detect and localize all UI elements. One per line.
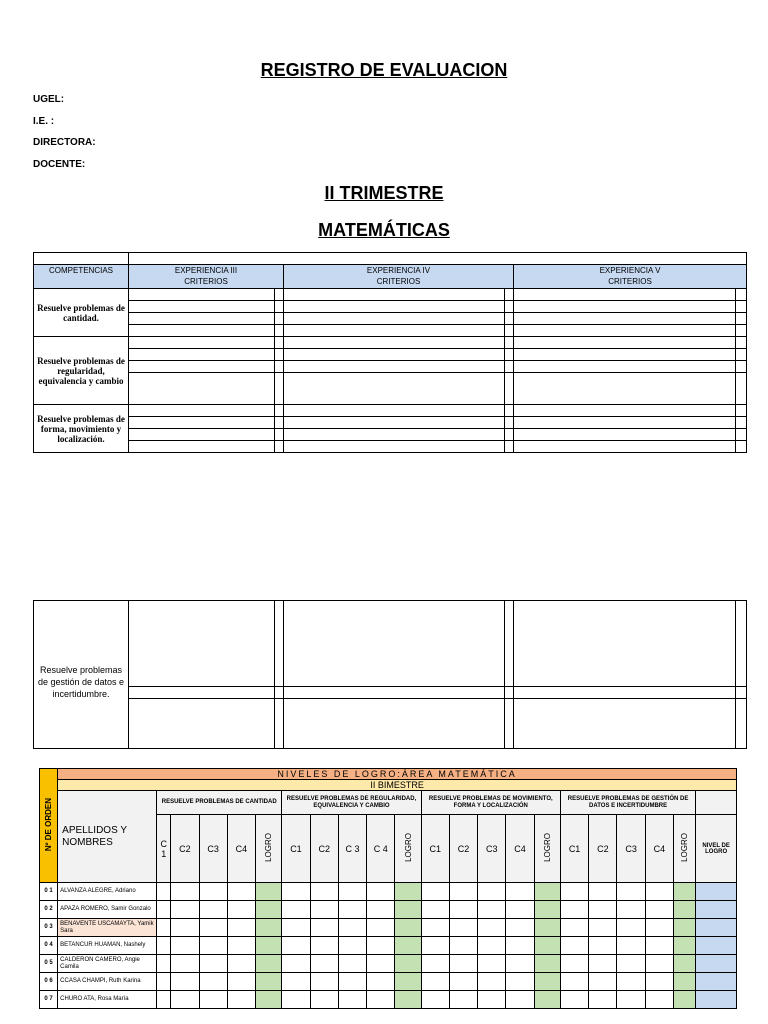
trimestre-title: II TRIMESTRE [324, 183, 444, 203]
grade-cell[interactable] [199, 901, 227, 919]
student-number: 0 5 [40, 955, 58, 973]
grade-cell[interactable] [367, 901, 395, 919]
grade-cell[interactable] [199, 937, 227, 955]
competencias-header: COMPETENCIAS [34, 265, 129, 289]
student-number: 0 4 [40, 937, 58, 955]
logro-cell[interactable] [256, 919, 282, 937]
competencia-gestion-header: RESUELVE PROBLEMAS DE GESTIÓN DE DATOS E INCERTIDUMBRE [560, 791, 695, 815]
c3-gestion: C3 [617, 815, 645, 883]
grade-cell[interactable] [506, 973, 534, 991]
grade-cell[interactable] [367, 919, 395, 937]
grade-cell[interactable] [449, 883, 477, 901]
grade-cell[interactable] [560, 991, 588, 1009]
logro-cell[interactable] [395, 991, 421, 1009]
c1-gestion: C1 [560, 815, 588, 883]
grade-cell[interactable] [449, 937, 477, 955]
grade-cell[interactable] [589, 937, 617, 955]
grade-cell[interactable] [421, 955, 449, 973]
grade-cell[interactable] [338, 919, 366, 937]
grade-cell[interactable] [157, 919, 171, 937]
logro-cell[interactable] [534, 955, 560, 973]
logro-cell[interactable] [534, 901, 560, 919]
grade-cell[interactable] [617, 991, 645, 1009]
grade-cell[interactable] [310, 919, 338, 937]
grade-cell[interactable] [367, 937, 395, 955]
grade-cell[interactable] [171, 937, 199, 955]
table-row [40, 883, 737, 901]
grade-cell[interactable] [449, 973, 477, 991]
c3-movimiento: C3 [478, 815, 506, 883]
grade-cell[interactable] [560, 901, 588, 919]
grade-cell[interactable] [478, 883, 506, 901]
nivel-logro-cell[interactable] [696, 973, 737, 991]
grade-cell[interactable] [227, 901, 255, 919]
grade-cell[interactable] [560, 937, 588, 955]
grade-cell[interactable] [171, 901, 199, 919]
grade-cell[interactable] [645, 901, 673, 919]
nivel-logro-cell[interactable] [696, 919, 737, 937]
competencia-movimiento-header: RESUELVE PROBLEMAS DE MOVIMIENTO, FORMA Y LOCALIZACIÓN [421, 791, 560, 815]
competencia-gestion-table [33, 600, 747, 749]
table-row [40, 955, 737, 973]
grade-cell[interactable] [421, 991, 449, 1009]
grade-cell[interactable] [449, 901, 477, 919]
competencia-cantidad: Resuelve problemas de cantidad. [34, 289, 129, 337]
grade-cell[interactable] [645, 991, 673, 1009]
logro-cell[interactable] [674, 973, 696, 991]
competencia-regularidad-header: RESUELVE PROBLEMAS DE REGULARIDAD, EQUIVALENCIA Y CAMBIO [282, 791, 421, 815]
student-name: CHURO ATA, Rosa María [58, 991, 157, 1009]
grade-cell[interactable] [478, 937, 506, 955]
grade-cell[interactable] [560, 955, 588, 973]
grade-cell[interactable] [199, 973, 227, 991]
grade-cell[interactable] [645, 883, 673, 901]
grade-cell[interactable] [157, 973, 171, 991]
grade-cell[interactable] [506, 991, 534, 1009]
grade-cell[interactable] [421, 973, 449, 991]
grade-cell[interactable] [157, 883, 171, 901]
grade-cell[interactable] [506, 937, 534, 955]
logro-cell[interactable] [395, 955, 421, 973]
grade-cell[interactable] [310, 937, 338, 955]
grade-cell[interactable] [282, 919, 310, 937]
grade-cell[interactable] [560, 883, 588, 901]
grade-cell[interactable] [227, 919, 255, 937]
grade-cell[interactable] [338, 937, 366, 955]
logro-cell[interactable] [674, 991, 696, 1009]
grade-cell[interactable] [589, 973, 617, 991]
grade-cell[interactable] [478, 973, 506, 991]
student-number: 0 1 [40, 883, 58, 901]
c1-regularidad: C1 [282, 815, 310, 883]
c1-cantidad: C 1 [157, 815, 171, 883]
grade-cell[interactable] [617, 973, 645, 991]
grade-cell[interactable] [199, 883, 227, 901]
grade-cell[interactable] [560, 973, 588, 991]
c4-gestion: C4 [645, 815, 673, 883]
logro-cell[interactable] [674, 901, 696, 919]
grade-cell[interactable] [199, 955, 227, 973]
docente-field: DOCENTE: [33, 159, 86, 170]
grade-cell[interactable] [421, 919, 449, 937]
student-number: 0 2 [40, 901, 58, 919]
grade-cell[interactable] [227, 883, 255, 901]
grade-cell[interactable] [282, 901, 310, 919]
experiencia-iv-header: EXPERIENCIA IV CRITERIOS [284, 265, 514, 289]
grade-cell[interactable] [227, 991, 255, 1009]
logro-cell[interactable] [256, 901, 282, 919]
table-row [40, 937, 737, 955]
grade-cell[interactable] [449, 955, 477, 973]
grade-cell[interactable] [478, 919, 506, 937]
logro-cell[interactable] [674, 955, 696, 973]
grade-cell[interactable] [449, 991, 477, 1009]
grade-cell[interactable] [282, 973, 310, 991]
student-number: 0 3 [40, 919, 58, 937]
logro-cell[interactable] [256, 883, 282, 901]
grade-cell[interactable] [157, 955, 171, 973]
grade-cell[interactable] [589, 919, 617, 937]
logro-cell[interactable] [395, 973, 421, 991]
logro-cantidad: LOGRO [256, 815, 282, 883]
grade-cell[interactable] [506, 901, 534, 919]
logro-cell[interactable] [256, 991, 282, 1009]
student-name: CALDERON CAMERO, Angie Camila [58, 955, 157, 973]
grade-cell[interactable] [171, 973, 199, 991]
logro-cell[interactable] [534, 919, 560, 937]
student-name: BENAVENTE USCAMAYTA, Yamik Sara [58, 919, 157, 937]
ie-field: I.E. : [33, 116, 55, 127]
grade-cell[interactable] [617, 937, 645, 955]
grade-cell[interactable] [421, 901, 449, 919]
grade-cell[interactable] [506, 955, 534, 973]
grade-cell[interactable] [478, 901, 506, 919]
c2-gestion: C2 [589, 815, 617, 883]
area-title: MATEMÁTICAS [318, 220, 450, 240]
logro-gestion: LOGRO [674, 815, 696, 883]
grade-cell[interactable] [421, 937, 449, 955]
student-name: ALVANZA ALEGRE, Adriano [58, 883, 157, 901]
table-row [40, 991, 737, 1009]
directora-field: DIRECTORA: [33, 137, 96, 148]
grade-cell[interactable] [282, 991, 310, 1009]
logro-movimiento: LOGRO [534, 815, 560, 883]
experiencia-iii-header: EXPERIENCIA III CRITERIOS [129, 265, 284, 289]
student-number: 0 6 [40, 973, 58, 991]
nivel-logro-cell[interactable] [696, 955, 737, 973]
grade-cell[interactable] [367, 955, 395, 973]
grade-cell[interactable] [506, 883, 534, 901]
document-title: REGISTRO DE EVALUACION [260, 60, 508, 80]
apellidos-header: APELLIDOS Y NOMBRES [58, 791, 157, 883]
grade-cell[interactable] [645, 955, 673, 973]
logro-regularidad: LOGRO [395, 815, 421, 883]
grade-cell[interactable] [282, 937, 310, 955]
competencia-cantidad-header: RESUELVE PROBLEMAS DE CANTIDAD [157, 791, 282, 815]
grade-cell[interactable] [282, 883, 310, 901]
c2-regularidad: C2 [310, 815, 338, 883]
grade-cell[interactable] [589, 901, 617, 919]
nivel-logro-cell[interactable] [696, 937, 737, 955]
niveles-logro-table [39, 768, 737, 1009]
grade-cell[interactable] [589, 991, 617, 1009]
grade-cell[interactable] [282, 955, 310, 973]
grade-cell[interactable] [478, 955, 506, 973]
grade-cell[interactable] [506, 919, 534, 937]
grade-cell[interactable] [617, 919, 645, 937]
grade-cell[interactable] [338, 883, 366, 901]
grade-cell[interactable] [617, 955, 645, 973]
table-row [40, 901, 737, 919]
logro-cell[interactable] [395, 937, 421, 955]
logro-cell[interactable] [674, 919, 696, 937]
grade-cell[interactable] [227, 973, 255, 991]
grade-cell[interactable] [199, 919, 227, 937]
grade-cell[interactable] [367, 991, 395, 1009]
grade-cell[interactable] [171, 883, 199, 901]
c2-cantidad: C2 [171, 815, 199, 883]
grade-cell[interactable] [645, 937, 673, 955]
bimestre-header: II BIMESTRE [58, 780, 737, 791]
grade-cell[interactable] [617, 883, 645, 901]
orden-header: Nº DE ORDEN [40, 769, 58, 883]
grade-cell[interactable] [589, 955, 617, 973]
grade-cell[interactable] [171, 991, 199, 1009]
competencia-forma: Resuelve problemas de forma, movimiento y localización. [34, 405, 129, 453]
logro-cell[interactable] [534, 973, 560, 991]
grade-cell[interactable] [310, 973, 338, 991]
grade-cell[interactable] [157, 991, 171, 1009]
grade-cell[interactable] [338, 991, 366, 1009]
grade-cell[interactable] [171, 955, 199, 973]
grade-cell[interactable] [367, 973, 395, 991]
grade-cell[interactable] [645, 973, 673, 991]
logro-cell[interactable] [256, 973, 282, 991]
logro-cell[interactable] [395, 883, 421, 901]
grade-cell[interactable] [227, 937, 255, 955]
student-name: CCASA CHAMPI, Ruth Karina [58, 973, 157, 991]
grade-cell[interactable] [338, 955, 366, 973]
grade-cell[interactable] [338, 901, 366, 919]
grade-cell[interactable] [478, 991, 506, 1009]
logro-cell[interactable] [674, 883, 696, 901]
competencia-regularidad: Resuelve problemas de regularidad, equivalencia y cambio [34, 337, 129, 405]
logro-cell[interactable] [534, 883, 560, 901]
grade-cell[interactable] [310, 955, 338, 973]
logro-cell[interactable] [534, 991, 560, 1009]
experiencia-v-header: EXPERIENCIA V CRITERIOS [514, 265, 747, 289]
grade-cell[interactable] [310, 991, 338, 1009]
logro-cell[interactable] [256, 955, 282, 973]
c3-regularidad: C 3 [338, 815, 366, 883]
grade-cell[interactable] [560, 919, 588, 937]
grade-cell[interactable] [227, 955, 255, 973]
c3-cantidad: C3 [199, 815, 227, 883]
logro-cell[interactable] [395, 919, 421, 937]
logro-cell[interactable] [395, 901, 421, 919]
c2-movimiento: C2 [449, 815, 477, 883]
nivel-logro-cell[interactable] [696, 991, 737, 1009]
grade-cell[interactable] [171, 919, 199, 937]
grade-cell[interactable] [310, 883, 338, 901]
grade-cell[interactable] [367, 883, 395, 901]
table-row [40, 919, 737, 937]
grade-cell[interactable] [157, 937, 171, 955]
student-name: APAZA ROMERO, Samir Gonzalo [58, 901, 157, 919]
student-name: BETANCUR HUAMAN, Nashely [58, 937, 157, 955]
c4-movimiento: C4 [506, 815, 534, 883]
grade-cell[interactable] [645, 919, 673, 937]
competencias-table [33, 252, 747, 453]
grade-cell[interactable] [617, 901, 645, 919]
grade-cell[interactable] [310, 901, 338, 919]
logro-cell[interactable] [534, 937, 560, 955]
nivel-logro-cell[interactable] [696, 883, 737, 901]
ugel-field: UGEL: [33, 94, 65, 105]
grade-cell[interactable] [421, 883, 449, 901]
niveles-title: NIVELES DE LOGRO:ÁREA MATEMÁTICA [58, 769, 737, 780]
student-number: 0 7 [40, 991, 58, 1009]
logro-cell[interactable] [256, 937, 282, 955]
c1-movimiento: C1 [421, 815, 449, 883]
c4-regularidad: C 4 [367, 815, 395, 883]
grade-cell[interactable] [449, 919, 477, 937]
table-row [40, 973, 737, 991]
nivel-logro-cell[interactable] [696, 901, 737, 919]
logro-cell[interactable] [674, 937, 696, 955]
nivel-logro-header: NIVEL DE LOGRO [696, 815, 737, 883]
grade-cell[interactable] [589, 883, 617, 901]
competencia-gestion: Resuelve problemas de gestión de datos e incertidumbre. [34, 601, 129, 749]
grade-cell[interactable] [199, 991, 227, 1009]
grade-cell[interactable] [338, 973, 366, 991]
grade-cell[interactable] [157, 901, 171, 919]
c4-cantidad: C4 [227, 815, 255, 883]
